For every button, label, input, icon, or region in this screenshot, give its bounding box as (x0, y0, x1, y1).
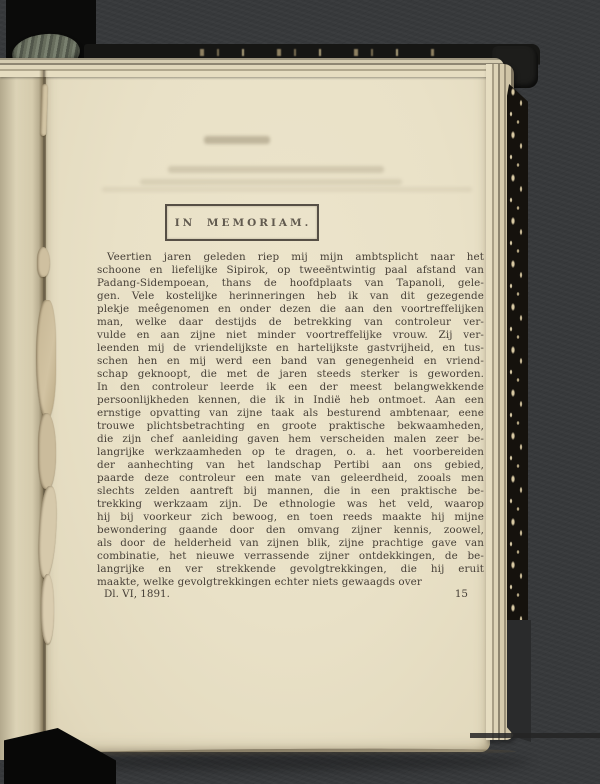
paragraph-line: paarde deze controleur een mate van geleerdheid, zooals men (97, 472, 484, 484)
paragraph-line: man, welke daar destijds de betrekking van controleur ver- (97, 316, 484, 328)
paragraph-line: In den controleur leerde ik een der meest belangwekkende (97, 381, 484, 393)
bleedthrough-smudge (168, 166, 384, 173)
cover-bottom-seam (470, 733, 600, 738)
paragraph-line: bewondering gaande door den omvang zijner kennis, zoowel, (97, 524, 484, 536)
paragraph-line: die zijn chef aanleiding gaven hem verscheiden malen zeer be- (97, 433, 484, 445)
paragraph-line: slechts zelden aantreft bij mannen, die in een praktische be- (97, 485, 484, 497)
paragraph-line: der aanhechting van het landschap Pertibi aan ons gebied, (97, 459, 484, 471)
marbled-cover-strip (507, 84, 528, 670)
paragraph-line: vulde en aan zijne niet minder voortreffelijke vrouw. Zij ver- (97, 329, 484, 341)
torn-paper-chip (36, 300, 56, 418)
paragraph-line: plekje meêgenomen en onder dezen die aan den voortreffelijken (97, 303, 484, 315)
top-page-edges (0, 58, 504, 77)
torn-paper-chip (38, 413, 56, 489)
paragraph-line: gen. Vele kostelijke herinneringen heb ik van dit gezegende (97, 290, 484, 302)
paragraph-line: leenden mij de vriendelijkste en hartelijkste gastvrijheid, en tus- (97, 342, 484, 354)
cover-wear-chips (184, 49, 434, 56)
paragraph-line: maakte, welke gevolgtrekkingen echter niets gewaagds over (97, 576, 422, 588)
body-paragraph (97, 251, 484, 589)
paragraph-line: schap geknoopt, die met de jaren steeds sterker is geworden. (97, 368, 484, 380)
paragraph-line: combinatie, het nieuwe verrassende zijner ontdekkingen, de be- (97, 550, 484, 562)
torn-paper-chip (41, 574, 54, 644)
page-heading: IN MEMORIAM. (174, 216, 312, 229)
cover-inner-edge (507, 620, 531, 742)
torn-paper-chip (37, 247, 50, 277)
paragraph-line: trouwe plichtsbetrachting en groote praktische bekwaamheden, (97, 420, 484, 432)
page-number: 15 (454, 588, 468, 600)
paragraph-line: ernstige opvatting van zijne taak als besturend ambtenaar, eene (97, 407, 484, 419)
paragraph-line: Padang-Sidempoean, thans de hoofdplaats van Tapanoli, gele- (97, 277, 484, 289)
page-footer (97, 588, 484, 602)
paragraph-line: schen hen en mij werd een band van genegenheid en vriend- (97, 355, 484, 367)
paragraph-line: langrijke en ver strekkende gevolgtrekkingen, die hij eruit (97, 563, 484, 575)
paragraph-line: schoone en liefelijke Sipirok, op tweeëntwintig paal afstand van (97, 264, 484, 276)
paragraph-line: persoonlijkheden kennen, die ik in Indië heb ontmoet. Aan een (97, 394, 484, 406)
heading-box (165, 204, 319, 241)
bleedthrough-smudge (140, 179, 402, 185)
paragraph-line: trekking werkzaam zijn. De ethnologie was het veld, waarop (97, 498, 484, 510)
paragraph-line: langrijke werkzaamheden op te dragen, o. a. het voorbereiden (97, 446, 484, 458)
paragraph-line: Veertien jaren geleden riep mij mijn ambtsplicht naar het (107, 251, 484, 263)
bleedthrough-smudge (204, 136, 270, 144)
volume-label: Dl. VI, 1891. (104, 588, 170, 600)
paragraph-line: hij bij voorkeur zich bewoog, en toen reeds maakte hij mijne (97, 511, 484, 523)
bleedthrough-smudge (102, 187, 472, 192)
paragraph-line: als door de helderheid van zijnen blik, zijne prachtige gave van (97, 537, 484, 549)
